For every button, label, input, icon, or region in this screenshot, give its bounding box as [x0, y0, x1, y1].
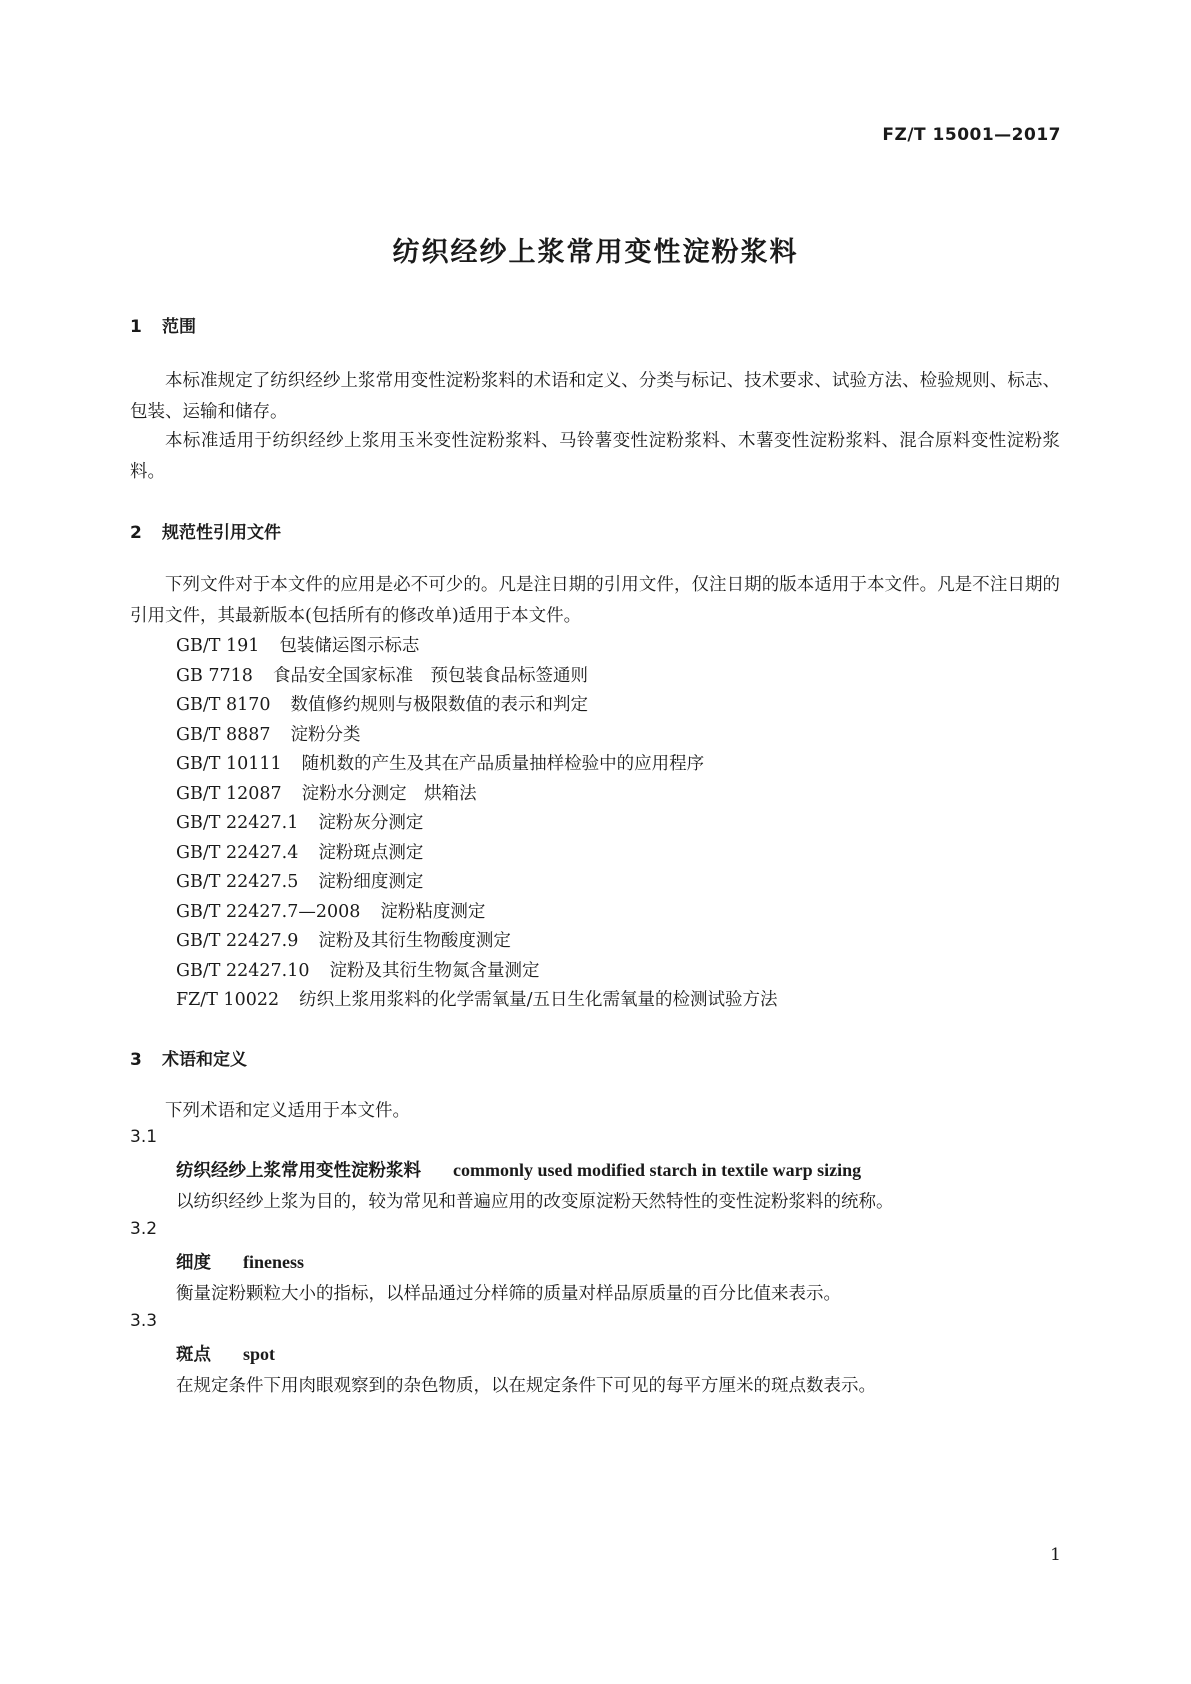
reference-code: GB/T 22427.7—2008 [176, 902, 361, 922]
section-title: 规范性引用文件 [162, 523, 281, 543]
term-english: spot [243, 1344, 276, 1364]
reference-item [176, 750, 704, 775]
reference-title: 包装储运图示标志 [279, 636, 420, 656]
clause-number: 3.2 [130, 1219, 158, 1239]
term-english: fineness [243, 1252, 305, 1272]
clause-number: 3.1 [130, 1127, 158, 1147]
reference-item [176, 632, 419, 657]
reference-code: FZ/T 10022 [176, 990, 280, 1010]
reference-code: GB/T 22427.10 [176, 961, 310, 981]
reference-item [176, 809, 423, 834]
reference-code: GB/T 22427.4 [176, 843, 299, 863]
reference-item [176, 721, 361, 746]
reference-code: GB/T 191 [176, 636, 260, 656]
reference-title: 淀粉斑点测定 [318, 843, 424, 863]
term-heading [176, 1341, 275, 1366]
section-number: 2 [130, 523, 142, 543]
term-definition: 在规定条件下用肉眼观察到的杂色物质，以在规定条件下可见的每平方厘米的斑点数表示。 [176, 1376, 876, 1396]
scope-paragraph-1: 本标准规定了纺织经纱上浆常用变性淀粉浆料的术语和定义、分类与标记、技术要求、试验方法、检验规则、标志、包装、运输和储存。 [130, 371, 1060, 422]
scope-paragraph-2: 本标准适用于纺织经纱上浆用玉米变性淀粉浆料、马铃薯变性淀粉浆料、木薯变性淀粉浆料、混合原料变性淀粉浆料。 [130, 431, 1060, 482]
standard-number: FZ/T 15001—2017 [882, 125, 1061, 145]
reference-title: 淀粉分类 [290, 725, 361, 745]
reference-title: 淀粉细度测定 [318, 872, 424, 892]
reference-title: 淀粉及其衍生物氮含量测定 [329, 961, 540, 981]
reference-title: 淀粉粘度测定 [380, 902, 486, 922]
reference-item [176, 927, 511, 952]
reference-code: GB 7718 [176, 666, 253, 686]
term-definition: 以纺织经纱上浆为目的，较为常见和普遍应用的改变原淀粉天然特性的变性淀粉浆料的统称。 [176, 1192, 894, 1212]
reference-code: GB/T 22427.5 [176, 872, 299, 892]
references-intro: 下列文件对于本文件的应用是必不可少的。凡是注日期的引用文件，仅注日期的版本适用于本文件。凡是不注日期的引用文件，其最新版本(包括所有的修改单)适用于本文件。 [130, 575, 1060, 626]
term-chinese: 细度 [176, 1253, 211, 1273]
reference-item [176, 868, 423, 893]
reference-item [176, 662, 588, 687]
clause-number: 3.3 [130, 1311, 158, 1331]
term-chinese: 纺织经纱上浆常用变性淀粉浆料 [176, 1161, 421, 1181]
reference-item [176, 898, 485, 923]
term-heading [176, 1249, 304, 1274]
term-english: commonly used modified starch in textile warp sizing [453, 1160, 862, 1180]
terms-intro: 下列术语和定义适用于本文件。 [165, 1101, 410, 1121]
reference-item [176, 691, 588, 716]
section-2-heading [130, 518, 281, 543]
term-definition: 衡量淀粉颗粒大小的指标，以样品通过分样筛的质量对样品原质量的百分比值来表示。 [176, 1284, 841, 1304]
reference-title: 随机数的产生及其在产品质量抽样检验中的应用程序 [301, 754, 705, 774]
section-number: 1 [130, 317, 142, 337]
reference-title: 淀粉水分测定 烘箱法 [301, 784, 477, 804]
reference-title: 纺织上浆用浆料的化学需氧量/五日生化需氧量的检测试验方法 [299, 990, 778, 1010]
term-chinese: 斑点 [176, 1345, 211, 1365]
reference-code: GB/T 10111 [176, 754, 282, 774]
section-3-heading [130, 1045, 247, 1070]
reference-item [176, 780, 477, 805]
reference-title: 数值修约规则与极限数值的表示和判定 [290, 695, 589, 715]
reference-code: GB/T 22427.1 [176, 813, 299, 833]
reference-code: GB/T 12087 [176, 784, 282, 804]
reference-code: GB/T 22427.9 [176, 931, 299, 951]
reference-item [176, 957, 539, 982]
term-heading [176, 1157, 861, 1182]
reference-code: GB/T 8170 [176, 695, 271, 715]
reference-code: GB/T 8887 [176, 725, 271, 745]
section-title: 范围 [162, 317, 196, 337]
reference-title: 食品安全国家标准 预包装食品标签通则 [272, 666, 588, 686]
reference-title: 淀粉灰分测定 [318, 813, 424, 833]
reference-item [176, 839, 423, 864]
page-number: 1 [1050, 1545, 1061, 1565]
section-1-heading [130, 312, 196, 337]
section-title: 术语和定义 [162, 1050, 247, 1070]
document-title: 纺织经纱上浆常用变性淀粉浆料 [392, 237, 799, 268]
section-number: 3 [130, 1050, 142, 1070]
reference-item [176, 986, 778, 1011]
reference-title: 淀粉及其衍生物酸度测定 [318, 931, 511, 951]
